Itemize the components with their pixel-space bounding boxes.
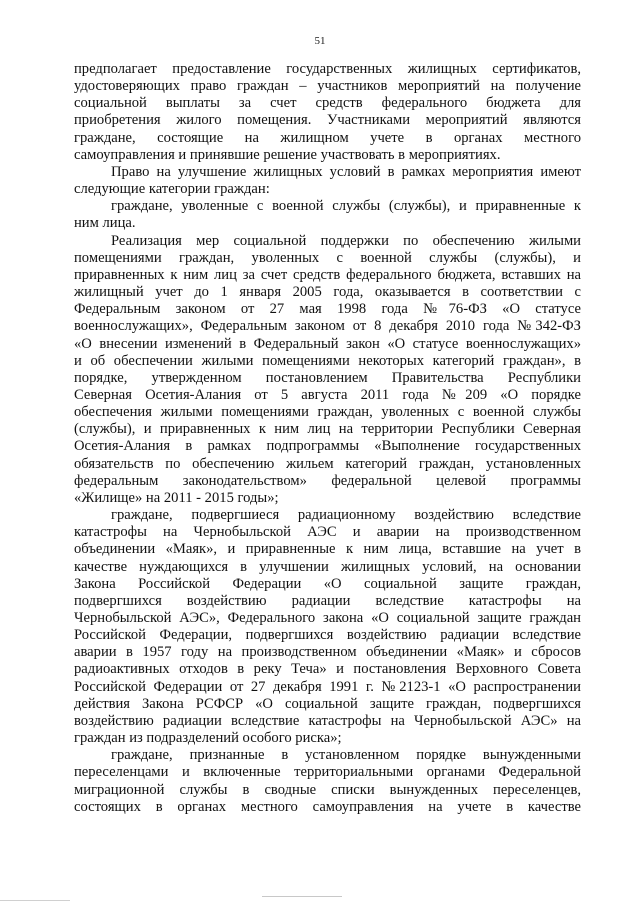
text-line: и об обеспечении жилыми помещениями некоторых категорий граждан», в bbox=[74, 352, 581, 369]
text-line: военнослужащих», Федеральным законом от 8 декабря 2010 года №342-ФЗ bbox=[74, 318, 581, 335]
text-line: переселенцами и включенные территориальными органами Федеральной bbox=[74, 764, 581, 781]
text-line: действия Закона РСФСР «О социальной защите граждан, подвергшихся bbox=[74, 695, 581, 712]
text-line: Российской Федерации от 27 декабря 1991 г. №2123-1 «О распространении bbox=[74, 678, 581, 695]
scan-artifact-line bbox=[0, 900, 70, 901]
text-line: жилищный учет до 1 января 2005 года, оказывается в соответствии с bbox=[74, 284, 581, 301]
text-line: состоящих в органах местного самоуправления на учете в качестве bbox=[74, 798, 581, 815]
page-number: 51 bbox=[314, 35, 326, 47]
text-line: граждане, признанные в установленном порядке вынужденными bbox=[111, 747, 581, 764]
text-line: миграционной службы в сводные списки вынужденных переселенцев, bbox=[74, 781, 581, 798]
text-line: подвергшихся воздействию радиации вследствие катастрофы на bbox=[74, 592, 581, 609]
text-line: социальной выплаты за счет средств федерального бюджета для bbox=[74, 95, 581, 112]
text-line: удостоверяющих право граждан – участников мероприятий на получение bbox=[74, 78, 581, 95]
text-line: Федеральным законом от 27 мая 1998 года №76-ФЗ «О статусе bbox=[74, 301, 581, 318]
text-line: ним лица. bbox=[74, 215, 136, 232]
paragraph bbox=[74, 164, 581, 198]
text-line: «О внесении изменений в Федеральный закон «О статусе военнослужащих» bbox=[74, 335, 581, 352]
text-line: «Жилище» на 2011 - 2015 годы»; bbox=[74, 489, 279, 506]
text-line: следующие категории граждан: bbox=[74, 181, 270, 198]
text-line: объединении «Маяк», и приравненные к ним лица, вставшие на учет в bbox=[74, 541, 581, 558]
text-line: приобретения жилого помещения. Участниками мероприятий являются bbox=[74, 112, 581, 129]
text-line: Реализация мер социальной поддержки по обеспечению жилыми bbox=[111, 232, 581, 249]
text-line: (службы), и приравненных к ним лиц на территории Республики Северная bbox=[74, 421, 581, 438]
text-line: Право на улучшение жилищных условий в рамках мероприятия имеют bbox=[111, 163, 581, 180]
text-line: граждан из подразделений особого риска»; bbox=[74, 730, 342, 747]
text-line: граждане, состоящие на жилищном учете в органах местного bbox=[74, 129, 581, 146]
document-body bbox=[74, 61, 581, 816]
text-line: Северная Осетия-Алания от 5 августа 2011 года №209 «О порядке bbox=[74, 386, 581, 403]
text-line: граждане, уволенные с военной службы (службы), и приравненные к bbox=[111, 198, 581, 215]
text-line: аварии в 1957 году на производственном объединении «Маяк» и сбросов bbox=[74, 644, 581, 661]
paragraph bbox=[74, 233, 581, 508]
scan-artifact-line bbox=[262, 896, 342, 897]
text-line: Закона Российской Федерации «О социальной защите граждан, bbox=[74, 575, 581, 592]
text-line: предполагает предоставление государственных жилищных сертификатов, bbox=[74, 61, 581, 77]
text-line: помещениями граждан, уволенных с военной службы (службы), и bbox=[74, 249, 581, 266]
text-line: воздействию радиации вследствие катастрофы на Чернобыльской АЭС» на bbox=[74, 712, 581, 729]
text-line: радиоактивных отходов в реку Теча» и постановления Верховного Совета bbox=[74, 661, 581, 678]
text-line: порядке, утвержденном постановлением Правительства Республики bbox=[74, 369, 581, 386]
text-line: катастрофы на Чернобыльской АЭС и аварии на производственном bbox=[74, 524, 581, 541]
text-line: Российской Федерации, подвергшихся воздействию радиации вследствие bbox=[74, 627, 581, 644]
paragraph bbox=[74, 507, 581, 747]
text-line: приравненных к ним лиц за счет средств федерального бюджета, вставших на bbox=[74, 266, 581, 283]
text-line: Осетия-Алания в рамках подпрограммы «Выполнение государственных bbox=[74, 438, 581, 455]
text-line: самоуправления и принявшие решение участвовать в мероприятиях. bbox=[74, 146, 501, 163]
text-line: федеральным законодательством» федеральной целевой программы bbox=[74, 472, 581, 489]
text-line: обязательств по обеспечению жильем категорий граждан, установленных bbox=[74, 455, 581, 472]
paragraph bbox=[74, 198, 581, 232]
text-line: граждане, подвергшиеся радиационному воздействию вследствие bbox=[111, 507, 581, 524]
text-line: Чернобыльской АЭС», Федерального закона «О социальной защите граждан bbox=[74, 610, 581, 626]
text-line: обеспечения жилыми помещениями граждан, уволенных с военной службы bbox=[74, 404, 581, 421]
paragraph bbox=[74, 747, 581, 816]
paragraph bbox=[74, 61, 581, 164]
text-line: качестве нуждающихся в улучшении жилищных условий, на основании bbox=[74, 558, 581, 575]
